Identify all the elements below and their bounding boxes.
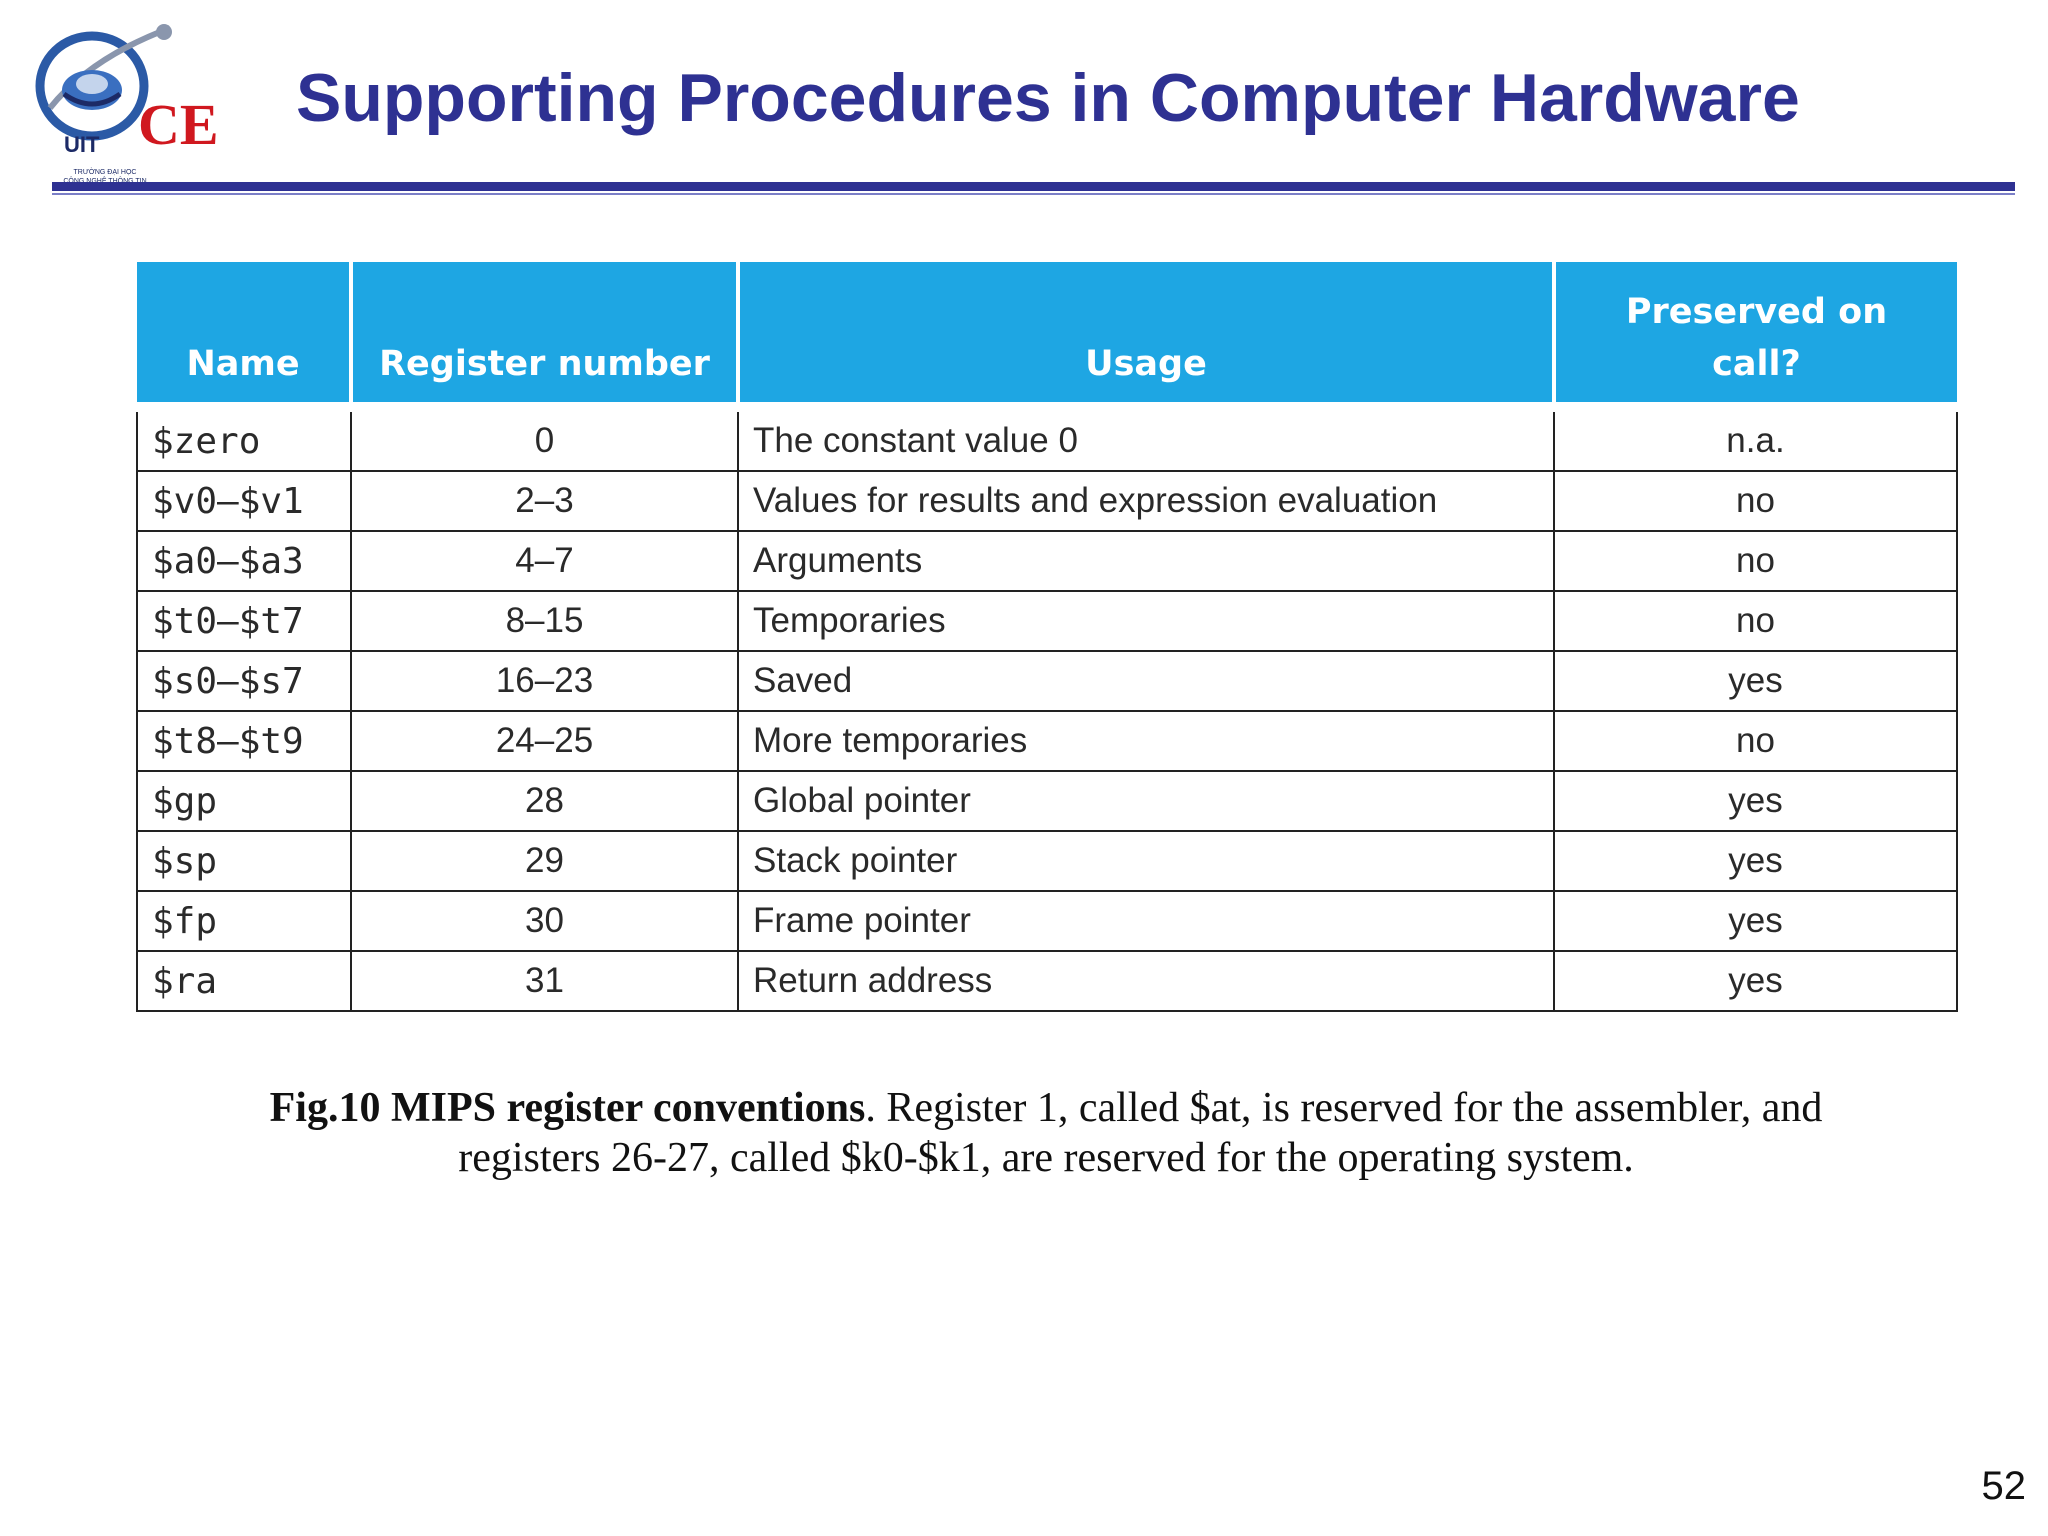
table-row (137, 711, 1957, 771)
cell-usage: Values for results and expression evaluation (738, 471, 1554, 531)
register-conventions-table (136, 262, 1958, 1012)
table-header-row (137, 262, 1957, 407)
table-row (137, 771, 1957, 831)
cell-name: $t0–$t7 (137, 591, 351, 651)
cell-preserved: n.a. (1554, 407, 1957, 471)
cell-name: $gp (137, 771, 351, 831)
cell-usage: More temporaries (738, 711, 1554, 771)
cell-number: 4–7 (351, 531, 738, 591)
title-divider-thin (52, 193, 2015, 195)
figure-caption (196, 1083, 1896, 1183)
cell-usage: Global pointer (738, 771, 1554, 831)
cell-preserved: yes (1554, 651, 1957, 711)
cell-number: 24–25 (351, 711, 738, 771)
cell-preserved: no (1554, 471, 1957, 531)
cell-preserved: yes (1554, 951, 1957, 1011)
cell-usage: The constant value 0 (738, 407, 1554, 471)
cell-number: 31 (351, 951, 738, 1011)
cell-name: $sp (137, 831, 351, 891)
cell-name: $a0–$a3 (137, 531, 351, 591)
cell-preserved: yes (1554, 771, 1957, 831)
cell-number: 2–3 (351, 471, 738, 531)
cell-preserved: no (1554, 531, 1957, 591)
caption-text: . Register 1, called $at, is reserved for the assembler, and registers 26-27, called $k0-$k1, are reserved for the operating system. (458, 1085, 1823, 1181)
table-row (137, 951, 1957, 1011)
cell-preserved: yes (1554, 831, 1957, 891)
logo-brand-text: CE (138, 92, 219, 157)
cell-usage: Temporaries (738, 591, 1554, 651)
cell-usage: Stack pointer (738, 831, 1554, 891)
header-name: Name (137, 262, 351, 407)
logo-subtitle-line1: TRƯỜNG ĐẠI HỌC (73, 169, 137, 176)
logo-school-text: UIT (64, 132, 100, 157)
table-row (137, 651, 1957, 711)
cell-name: $v0–$v1 (137, 471, 351, 531)
cell-name: $zero (137, 407, 351, 471)
cell-usage: Return address (738, 951, 1554, 1011)
header-register-number: Register number (351, 262, 738, 407)
slide-title: Supporting Procedures in Computer Hardware (296, 60, 1800, 136)
table-row (137, 891, 1957, 951)
table-row (137, 471, 1957, 531)
table-row (137, 831, 1957, 891)
cell-usage: Arguments (738, 531, 1554, 591)
cell-name: $fp (137, 891, 351, 951)
cell-preserved: yes (1554, 891, 1957, 951)
cell-number: 16–23 (351, 651, 738, 711)
cell-name: $s0–$s7 (137, 651, 351, 711)
uit-ce-logo (30, 18, 230, 188)
cell-number: 8–15 (351, 591, 738, 651)
cell-preserved: no (1554, 711, 1957, 771)
cell-usage: Frame pointer (738, 891, 1554, 951)
table-row (137, 407, 1957, 471)
table-row (137, 591, 1957, 651)
cell-preserved: no (1554, 591, 1957, 651)
cell-number: 0 (351, 407, 738, 471)
header-usage: Usage (738, 262, 1554, 407)
header-preserved: Preserved on call? (1554, 262, 1957, 407)
table-row (137, 531, 1957, 591)
cell-name: $t8–$t9 (137, 711, 351, 771)
caption-label: Fig.10 MIPS register conventions (269, 1085, 866, 1131)
cell-usage: Saved (738, 651, 1554, 711)
page-number: 52 (1981, 1464, 2026, 1508)
cell-number: 29 (351, 831, 738, 891)
cell-number: 28 (351, 771, 738, 831)
cell-name: $ra (137, 951, 351, 1011)
title-divider (52, 182, 2015, 191)
cell-number: 30 (351, 891, 738, 951)
